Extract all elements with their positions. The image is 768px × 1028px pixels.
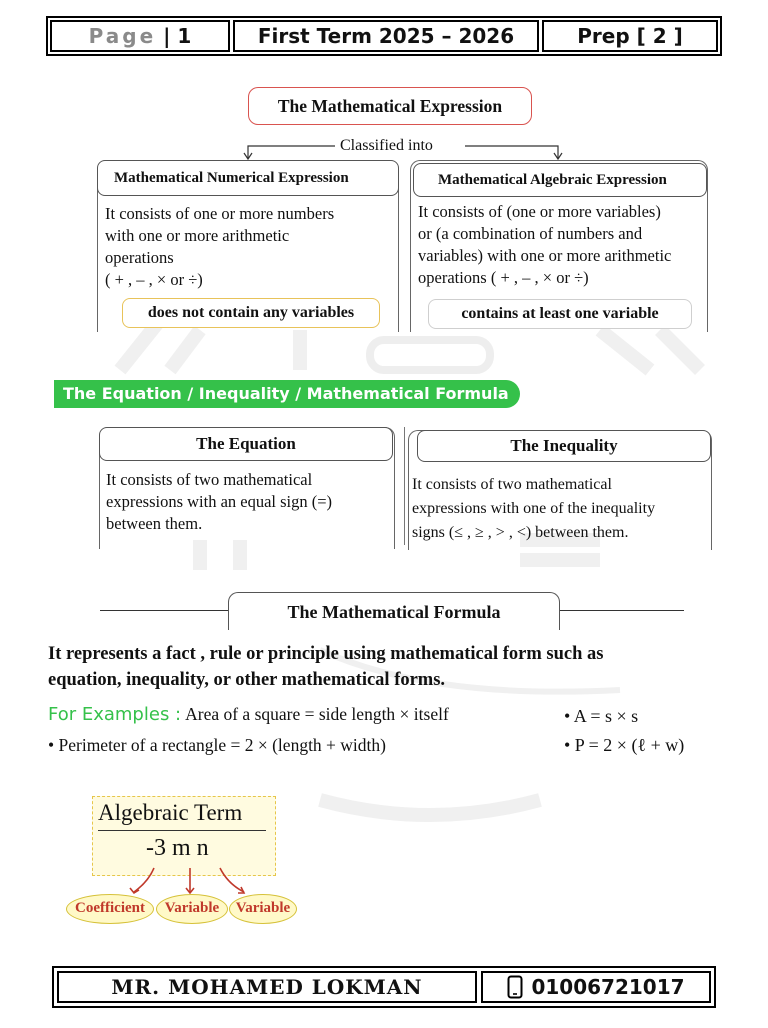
- formula-line-right: [558, 610, 684, 611]
- equation-line-3: between them.: [106, 514, 203, 533]
- algebraic-line-2: or (a combination of numbers and: [418, 224, 643, 243]
- algebraic-title: [413, 163, 707, 197]
- term-cell: First Term 2025 – 2026: [233, 20, 539, 52]
- numerical-title: [97, 160, 399, 196]
- algebraic-line-1: It consists of (one or more variables): [418, 202, 661, 221]
- equation-title-text: The Equation: [196, 434, 296, 453]
- numerical-line-1: It consists of one or more numbers: [105, 204, 335, 223]
- examples-label: For Examples :: [48, 704, 182, 725]
- example-2-text: • Perimeter of a rectangle = 2 × (length + width): [48, 735, 386, 755]
- page-number: | 1: [163, 24, 192, 48]
- numerical-line-2: with one or more arithmetic: [105, 226, 290, 245]
- section-banner: The Equation / Inequality / Mathematical Formula: [54, 380, 520, 408]
- algebraic-term-underline: [98, 830, 266, 831]
- phone-number: 01006721017: [531, 975, 685, 999]
- algebraic-line-3: variables) with one or more arithmetic: [418, 246, 672, 265]
- inequality-line-2: expressions with one of the inequality: [412, 500, 656, 517]
- algebraic-line-4: operations ( + , – , × or ÷): [418, 268, 589, 287]
- variable-label-2: Variable: [229, 894, 297, 924]
- numerical-line-4: ( + , – , × or ÷): [105, 270, 203, 289]
- inequality-line-3: signs (≤ , ≥ , > , <) between them.: [412, 524, 629, 541]
- equation-line-2: expressions with an equal sign (=): [106, 492, 333, 511]
- formula-title-text: The Mathematical Formula: [287, 602, 501, 622]
- page-header: [46, 16, 722, 56]
- phone-icon: [507, 975, 523, 999]
- formula-definition-line-1: It represents a fact , rule or principle using mathematical form such as: [48, 644, 604, 664]
- page-label: Page: [88, 24, 157, 48]
- classified-into: Classified into: [340, 137, 433, 154]
- algebraic-term-value: -3 m n: [146, 835, 209, 861]
- examples-row-1: [48, 704, 738, 732]
- grade-cell: Prep [ 2 ]: [542, 20, 718, 52]
- example-1-text: Area of a square = side length × itself: [185, 704, 449, 724]
- formula-definition: [48, 641, 748, 693]
- numerical-note-text: does not contain any variables: [147, 304, 355, 321]
- inequality-line-1: It consists of two mathematical: [412, 476, 612, 493]
- teacher-name: MR. MOHAMED LOKMAN: [57, 971, 477, 1003]
- formula-definition-line-2: equation, inequality, or other mathematical forms.: [48, 670, 446, 690]
- numerical-title-text: Mathematical Numerical Expression: [114, 170, 349, 186]
- formula-title: [228, 592, 560, 630]
- expression-title-text: The Mathematical Expression: [277, 96, 503, 116]
- algebraic-note: [428, 299, 692, 329]
- inequality-title-text: The Inequality: [510, 436, 618, 455]
- algebraic-title-text: Mathematical Algebraic Expression: [438, 172, 667, 188]
- inequality-body: [412, 473, 712, 545]
- page-number-cell: [50, 20, 230, 52]
- separator-line: [404, 427, 405, 545]
- equation-line-1: It consists of two mathematical: [106, 470, 313, 489]
- algebraic-term-title: Algebraic Term: [98, 800, 243, 825]
- example-1-formula: • A = s × s: [564, 706, 639, 726]
- page-footer: [52, 966, 716, 1008]
- numerical-body: [105, 203, 395, 291]
- examples-row-2: [48, 735, 738, 763]
- numerical-line-3: operations: [105, 248, 174, 267]
- equation-title: [99, 427, 393, 461]
- algebraic-note-text: contains at least one variable: [461, 305, 659, 322]
- phone-cell: [481, 971, 711, 1003]
- algebraic-body: [418, 201, 708, 289]
- variable-label-1: Variable: [156, 894, 228, 924]
- expression-title: [248, 87, 532, 125]
- inequality-title: [417, 430, 711, 462]
- example-2-formula: • P = 2 × (ℓ + w): [564, 735, 685, 755]
- equation-body: [106, 469, 391, 535]
- numerical-note: [122, 298, 380, 328]
- formula-line-left: [100, 610, 230, 611]
- coefficient-label: Coefficient: [66, 894, 154, 924]
